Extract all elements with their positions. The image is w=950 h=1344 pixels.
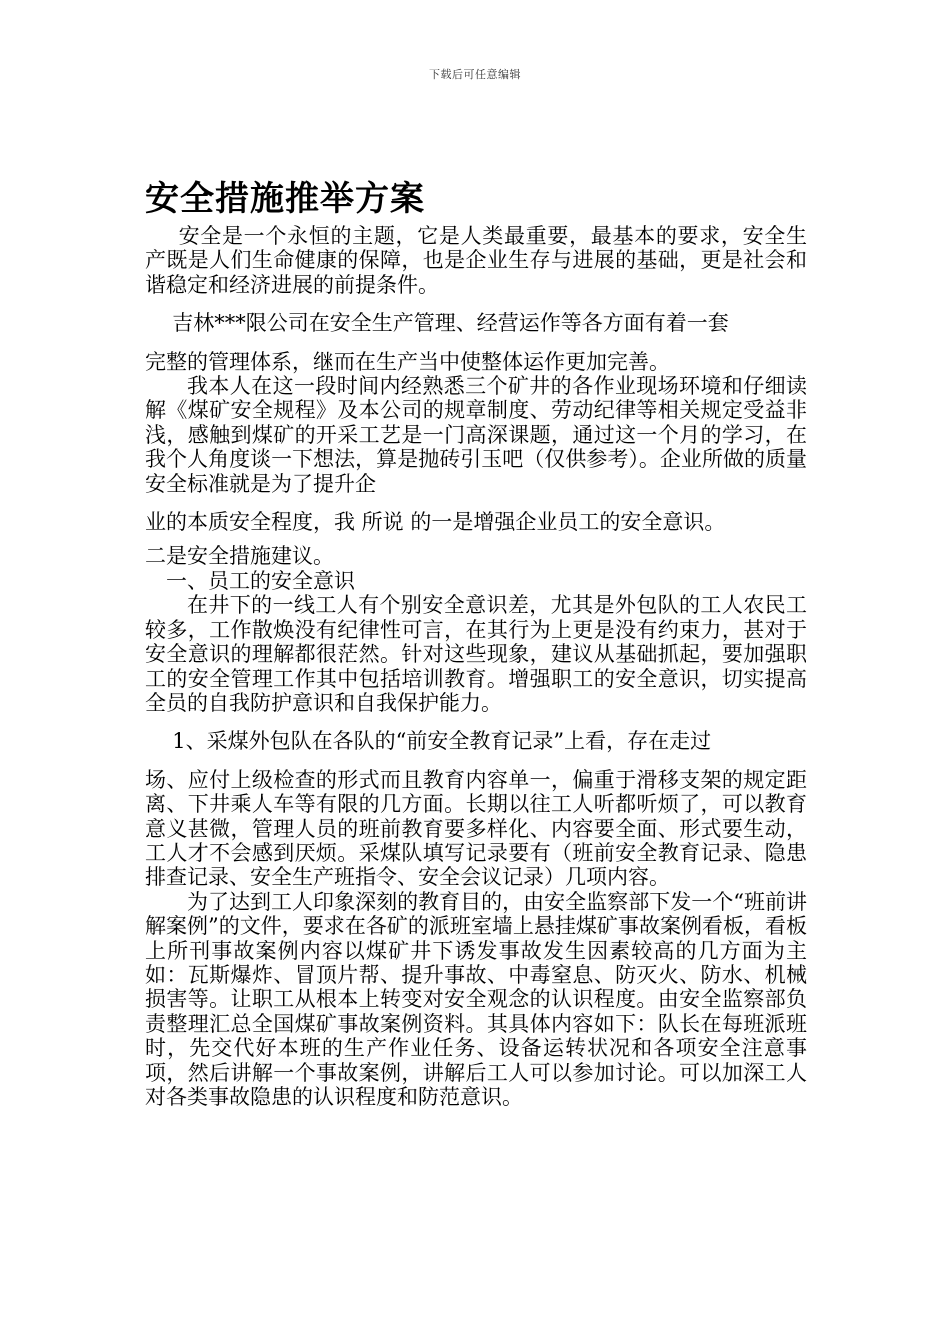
paragraph-company-cont: 完整的管理体系，继而在生产当中使整体运作更加完善。 xyxy=(145,349,670,374)
paragraph-personal-cont: 业的本质安全程度，我 所说 的一是增强企业员工的安全意识。 xyxy=(145,510,726,535)
paragraph-personal: 我本人在这一段时间内经熟悉三个矿井的各作业现场环境和仔细读解《煤矿安全规程》及本公司的规章制度、劳动纪律等相关规定受益非浅，感触到煤矿的开采工艺是一门高深课题，通过这一个月的学习，在我个人角度谈一下想法，算是抛砖引玉吧（仅供参考）。企业所做的质量安全标准就是为了提升企 xyxy=(145,374,807,496)
page-header-note: 下载后可任意编辑 xyxy=(429,68,521,81)
section-heading-awareness: 一、员工的安全意识 xyxy=(166,568,355,593)
paragraph-point-two: 二是安全措施建议。 xyxy=(145,544,334,569)
paragraph-awareness: 在井下的一线工人有个别安全意识差，尤其是外包队的工人农民工较多，工作散焕没有纪律性可言，在其行为上更是没有约束力，甚对于安全意识的理解都很茫然。针对这些现象，建议从基础抓起，要加强职工的安全管理工作其中包括培训教育。增强职工的安全意识，切实提高全员的自我防护意识和自我保护能力。 xyxy=(145,593,807,715)
document-title: 安全措施推举方案 xyxy=(145,179,425,219)
document-body xyxy=(145,224,807,1109)
paragraph-item-one-cont: 场、应付上级检查的形式而且教育内容单一，偏重于滑移支架的规定距离、下井乘人车等有限的几方面。长期以往工人听都听烦了，可以教育意义甚微，管理人员的班前教育要多样化、内容要全面、形式要生动，工人才不会感到厌烦。采煤队填写记录要有（班前安全教育记录、隐患排查记录、安全生产班指令、安全会议记录）几项内容。 xyxy=(145,767,807,890)
paragraph-case-board: 为了达到工人印象深刻的教育目的，由安全监察部下发一个“班前讲解案例”的文件，要求在各矿的派班室墙上悬挂煤矿事故案例看板，看板上所刊事故案例内容以煤矿井下诱发事故发生因素较高的几方面为主如：瓦斯爆炸、冒顶片帮、提升事故、中毒窒息、防灭火、防水、机械损害等。让职工从根本上转变对安全观念的认识程度。由安全监察部负责整理汇总全国煤矿事故案例资料。其具体内容如下：队长在每班派班时，先交代好本班的生产作业任务、设备运转状况和各项安全注意事项，然后讲解一个事故案例，讲解后工人可以参加讨论。可以加深工人对各类事故隐患的认识程度和防范意识。 xyxy=(145,889,807,1109)
paragraph-intro: 安全是一个永恒的主题，它是人类最重要，最基本的要求，安全生产既是人们生命健康的保障，也是企业生存与进展的基础，更是社会和谐稳定和经济进展的前提条件。 xyxy=(145,224,807,297)
paragraph-item-one: 1、采煤外包队在各队的“前安全教育记录”上看，存在走过 xyxy=(172,729,712,754)
paragraph-company: 吉林***限公司在安全生产管理、经营运作等各方面有着一套 xyxy=(172,311,729,336)
